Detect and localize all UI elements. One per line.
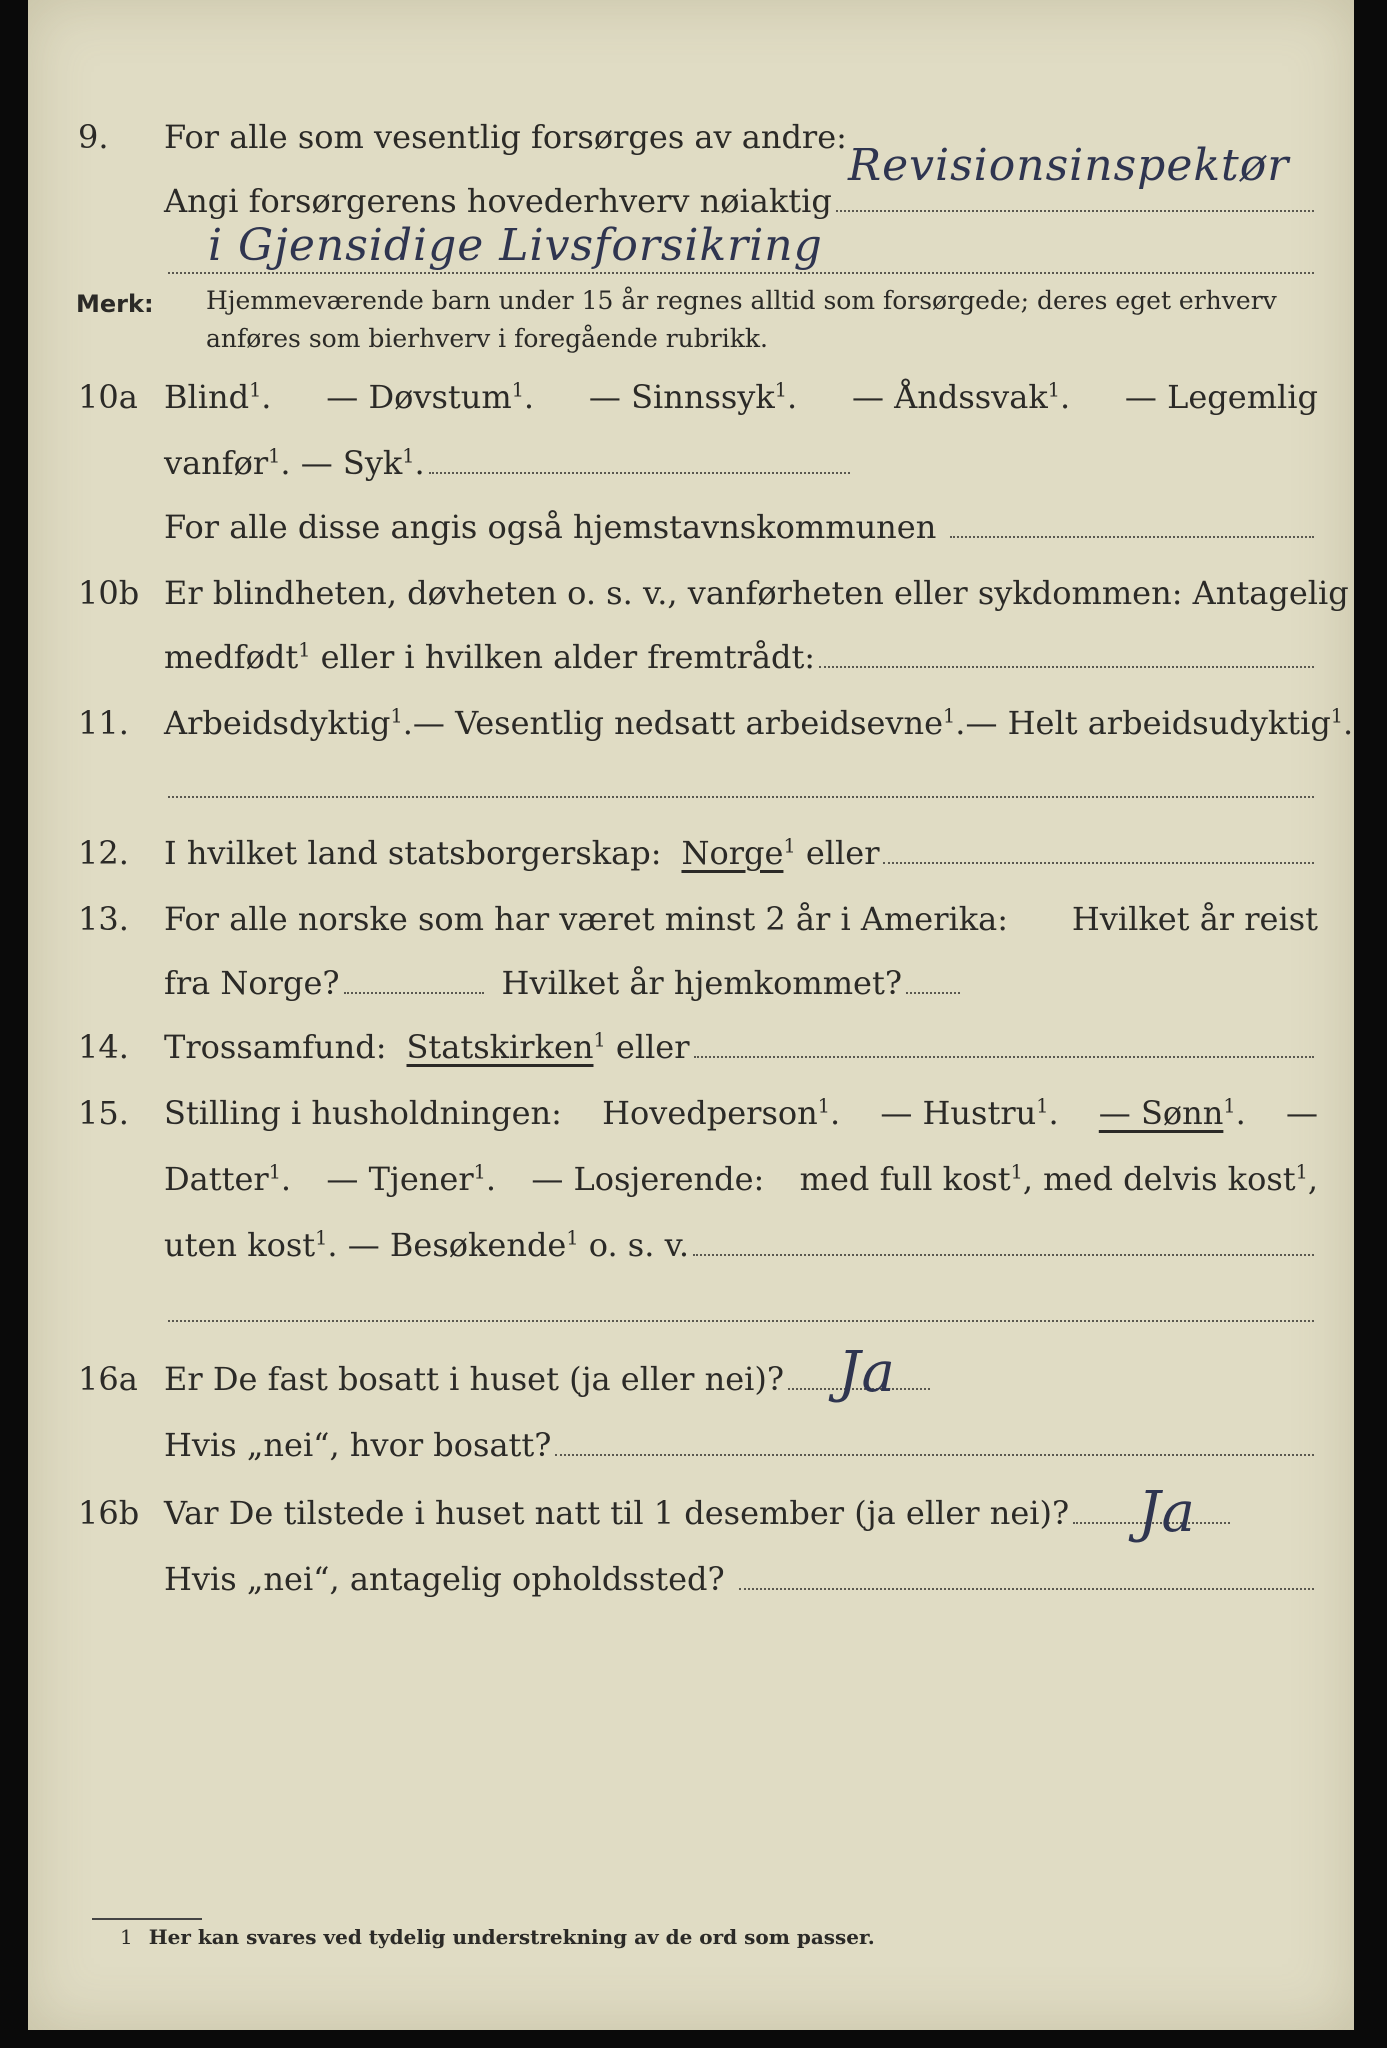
q10b-number: 10b: [78, 574, 140, 612]
merk-line2: anføres som bierhverv i foregående rubrikk.: [206, 324, 768, 353]
q16a-line2: [28, 1418, 1354, 1464]
q9-handwritten-occupation: Revisionsinspektør: [848, 140, 1290, 191]
answer-line[interactable]: [694, 1056, 1314, 1058]
q16b-text1: Var De tilstede i huset natt til 1 desember (ja eller nei)?: [164, 1494, 1070, 1532]
q15-sonn: — Sønn: [1098, 1094, 1224, 1132]
answer-line[interactable]: [168, 1320, 1314, 1322]
q10b-text1: Er blindheten, døvheten o. s. v., vanførheten eller sykdommen: Antagelig: [164, 574, 1349, 612]
q12-text: I hvilket land statsborgerskap:: [164, 834, 662, 872]
q12-number: 12.: [78, 834, 129, 872]
q11-arbeidsdyktig: Arbeidsdyktig: [164, 704, 391, 742]
q15-line4: [28, 1284, 1354, 1330]
q11-number: 11.: [78, 704, 129, 742]
q16b-text2: Hvis „nei“, antagelig opholdssted?: [164, 1560, 725, 1598]
q11-line2: [28, 760, 1354, 806]
q14-eller: eller: [615, 1028, 690, 1066]
q10a-hjemstavn: For alle disse angis også hjemstavnskommunen: [164, 508, 937, 546]
q16a-number: 16a: [78, 1360, 138, 1398]
answer-line[interactable]: [693, 1254, 1314, 1256]
q13-fra-norge: fra Norge?: [164, 964, 340, 1002]
q9-number: 9.: [78, 118, 109, 156]
q10a-number: 10a: [78, 378, 138, 416]
q12-line: 12. I hvilket land statsborgerskap: Norge$^1$ eller: [28, 826, 1354, 872]
answer-line[interactable]: [344, 992, 484, 994]
q10b-line1: [28, 566, 1354, 612]
q15-full-kost: med full kost: [799, 1160, 1011, 1198]
q13-hjemkommet: Hvilket år hjemkommet?: [501, 964, 902, 1002]
q14-line: 14. Trossamfund: Statskirken$^1$ eller: [28, 1020, 1354, 1066]
q13-number: 13.: [78, 900, 129, 938]
q10b-line2: medfødt$^1$ eller i hvilken alder fremtrådt:: [28, 630, 1354, 676]
q10b-medfodt: medfødt: [164, 638, 299, 676]
q16a-text1: Er De fast bosatt i huset (ja eller nei)?: [164, 1360, 785, 1398]
q14-text: Trossamfund:: [164, 1028, 387, 1066]
q16b-handwritten-answer: Ja: [1138, 1480, 1196, 1545]
census-form-page: [28, 0, 1354, 2030]
q14-statskirken: Statskirken: [406, 1028, 594, 1066]
q9-text1: For alle som vesentlig forsørges av andre:: [164, 118, 847, 156]
footnote-rule: [92, 1918, 202, 1920]
answer-line[interactable]: [906, 992, 960, 994]
q11-udyktig: — Helt arbeidsudyktig: [965, 704, 1331, 742]
answer-line[interactable]: [819, 666, 1314, 668]
answer-line[interactable]: [429, 472, 850, 474]
q15-besokende: — Besøkende: [347, 1226, 567, 1264]
answer-line[interactable]: [555, 1454, 1314, 1456]
footnote-text: Her kan svares ved tydelig understrekning av de ord som passer.: [148, 1925, 875, 1949]
answer-line[interactable]: [836, 210, 1314, 212]
answer-line[interactable]: [883, 862, 1314, 864]
q15-line2: Datter$^1$. — Tjener$^1$. — Losjerende: med full kost$^1$, med delvis kost$^1$,: [164, 1160, 1318, 1198]
q10a-syk: — Syk: [300, 444, 403, 482]
q9-handwritten-employer: i Gjensidige Livsforsikring: [208, 220, 823, 271]
footnote: [120, 1925, 875, 1949]
q10a-legemlig: — Legemlig: [1124, 378, 1318, 416]
q10a-line3: [28, 500, 1354, 546]
q11-line1: 11. Arbeidsdyktig$^1$. — Vesentlig nedsatt arbeidsevne$^1$. — Helt arbeidsudyktig$^1$.: [78, 704, 1354, 742]
q13-reist: Hvilket år reist: [1071, 900, 1318, 938]
q10a-line1: 10a Blind$^1$. — Døvstum$^1$. — Sinnssyk$^1$. — Åndssvak$^1$. — Legemlig: [78, 378, 1318, 416]
q13-line2: [28, 956, 1354, 1002]
q13-text1: For alle norske som har været minst 2 år i Amerika:: [164, 900, 1009, 938]
merk-label: Merk:: [76, 290, 154, 318]
q10a-dovstum: — Døvstum: [326, 378, 512, 416]
q15-hovedperson: Hovedperson: [602, 1094, 818, 1132]
q16a-handwritten-answer: Ja: [838, 1340, 896, 1405]
answer-line[interactable]: [168, 272, 1314, 274]
q10a-line2: vanfør$^1$. — Syk$^1$.: [28, 436, 1354, 482]
q15-dash: —: [1285, 1094, 1318, 1132]
q15-stilling: Stilling i husholdningen:: [164, 1094, 562, 1132]
q16a-text2: Hvis „nei“, hvor bosatt?: [164, 1426, 552, 1464]
answer-line[interactable]: [950, 536, 1314, 538]
q14-number: 14.: [78, 1028, 129, 1066]
q15-datter: Datter: [164, 1160, 269, 1198]
q12-eller: eller: [805, 834, 880, 872]
q11-nedsatt: — Vesentlig nedsatt arbeidsevne: [412, 704, 944, 742]
q15-hustru: — Hustru: [880, 1094, 1037, 1132]
answer-line[interactable]: [168, 796, 1314, 798]
q12-norge: Norge: [681, 834, 784, 872]
q16a-line1: [28, 1352, 1354, 1398]
q13-line1: [28, 892, 1354, 938]
q15-uten-kost: uten kost: [164, 1226, 316, 1264]
q15-losjerende: — Losjerende:: [531, 1160, 765, 1198]
merk-line1: Hjemmeværende barn under 15 år regnes alltid som forsørgede; deres eget erhverv: [206, 286, 1277, 315]
q15-line3: uten kost$^1$. — Besøkende$^1$ o. s. v.: [28, 1218, 1354, 1264]
q9-text2: Angi forsørgerens hovederhverv nøiaktig: [164, 182, 832, 220]
footnote-mark: 1: [120, 1925, 133, 1949]
q15-number: 15.: [78, 1094, 129, 1132]
q16b-line2: [28, 1552, 1354, 1598]
q10a-andssvak: — Åndssvak: [851, 378, 1048, 416]
q16b-number: 16b: [78, 1494, 140, 1532]
q10a-vanfor: vanfør: [164, 444, 269, 482]
q15-delvis-kost: , med delvis kost: [1022, 1160, 1296, 1198]
q15-line1: 15. Stilling i husholdningen: Hovedperson$^1$. — Hustru$^1$. — Sønn$^1$. —: [78, 1094, 1318, 1132]
q10a-blind: Blind: [164, 378, 250, 416]
q10b-alder: eller i hvilken alder fremtrådt:: [320, 638, 816, 676]
q10a-sinnssyk: — Sinnssyk: [588, 378, 775, 416]
q15-tjener: — Tjener: [326, 1160, 474, 1198]
q15-osv: o. s. v.: [588, 1226, 690, 1264]
answer-line[interactable]: [739, 1588, 1314, 1590]
